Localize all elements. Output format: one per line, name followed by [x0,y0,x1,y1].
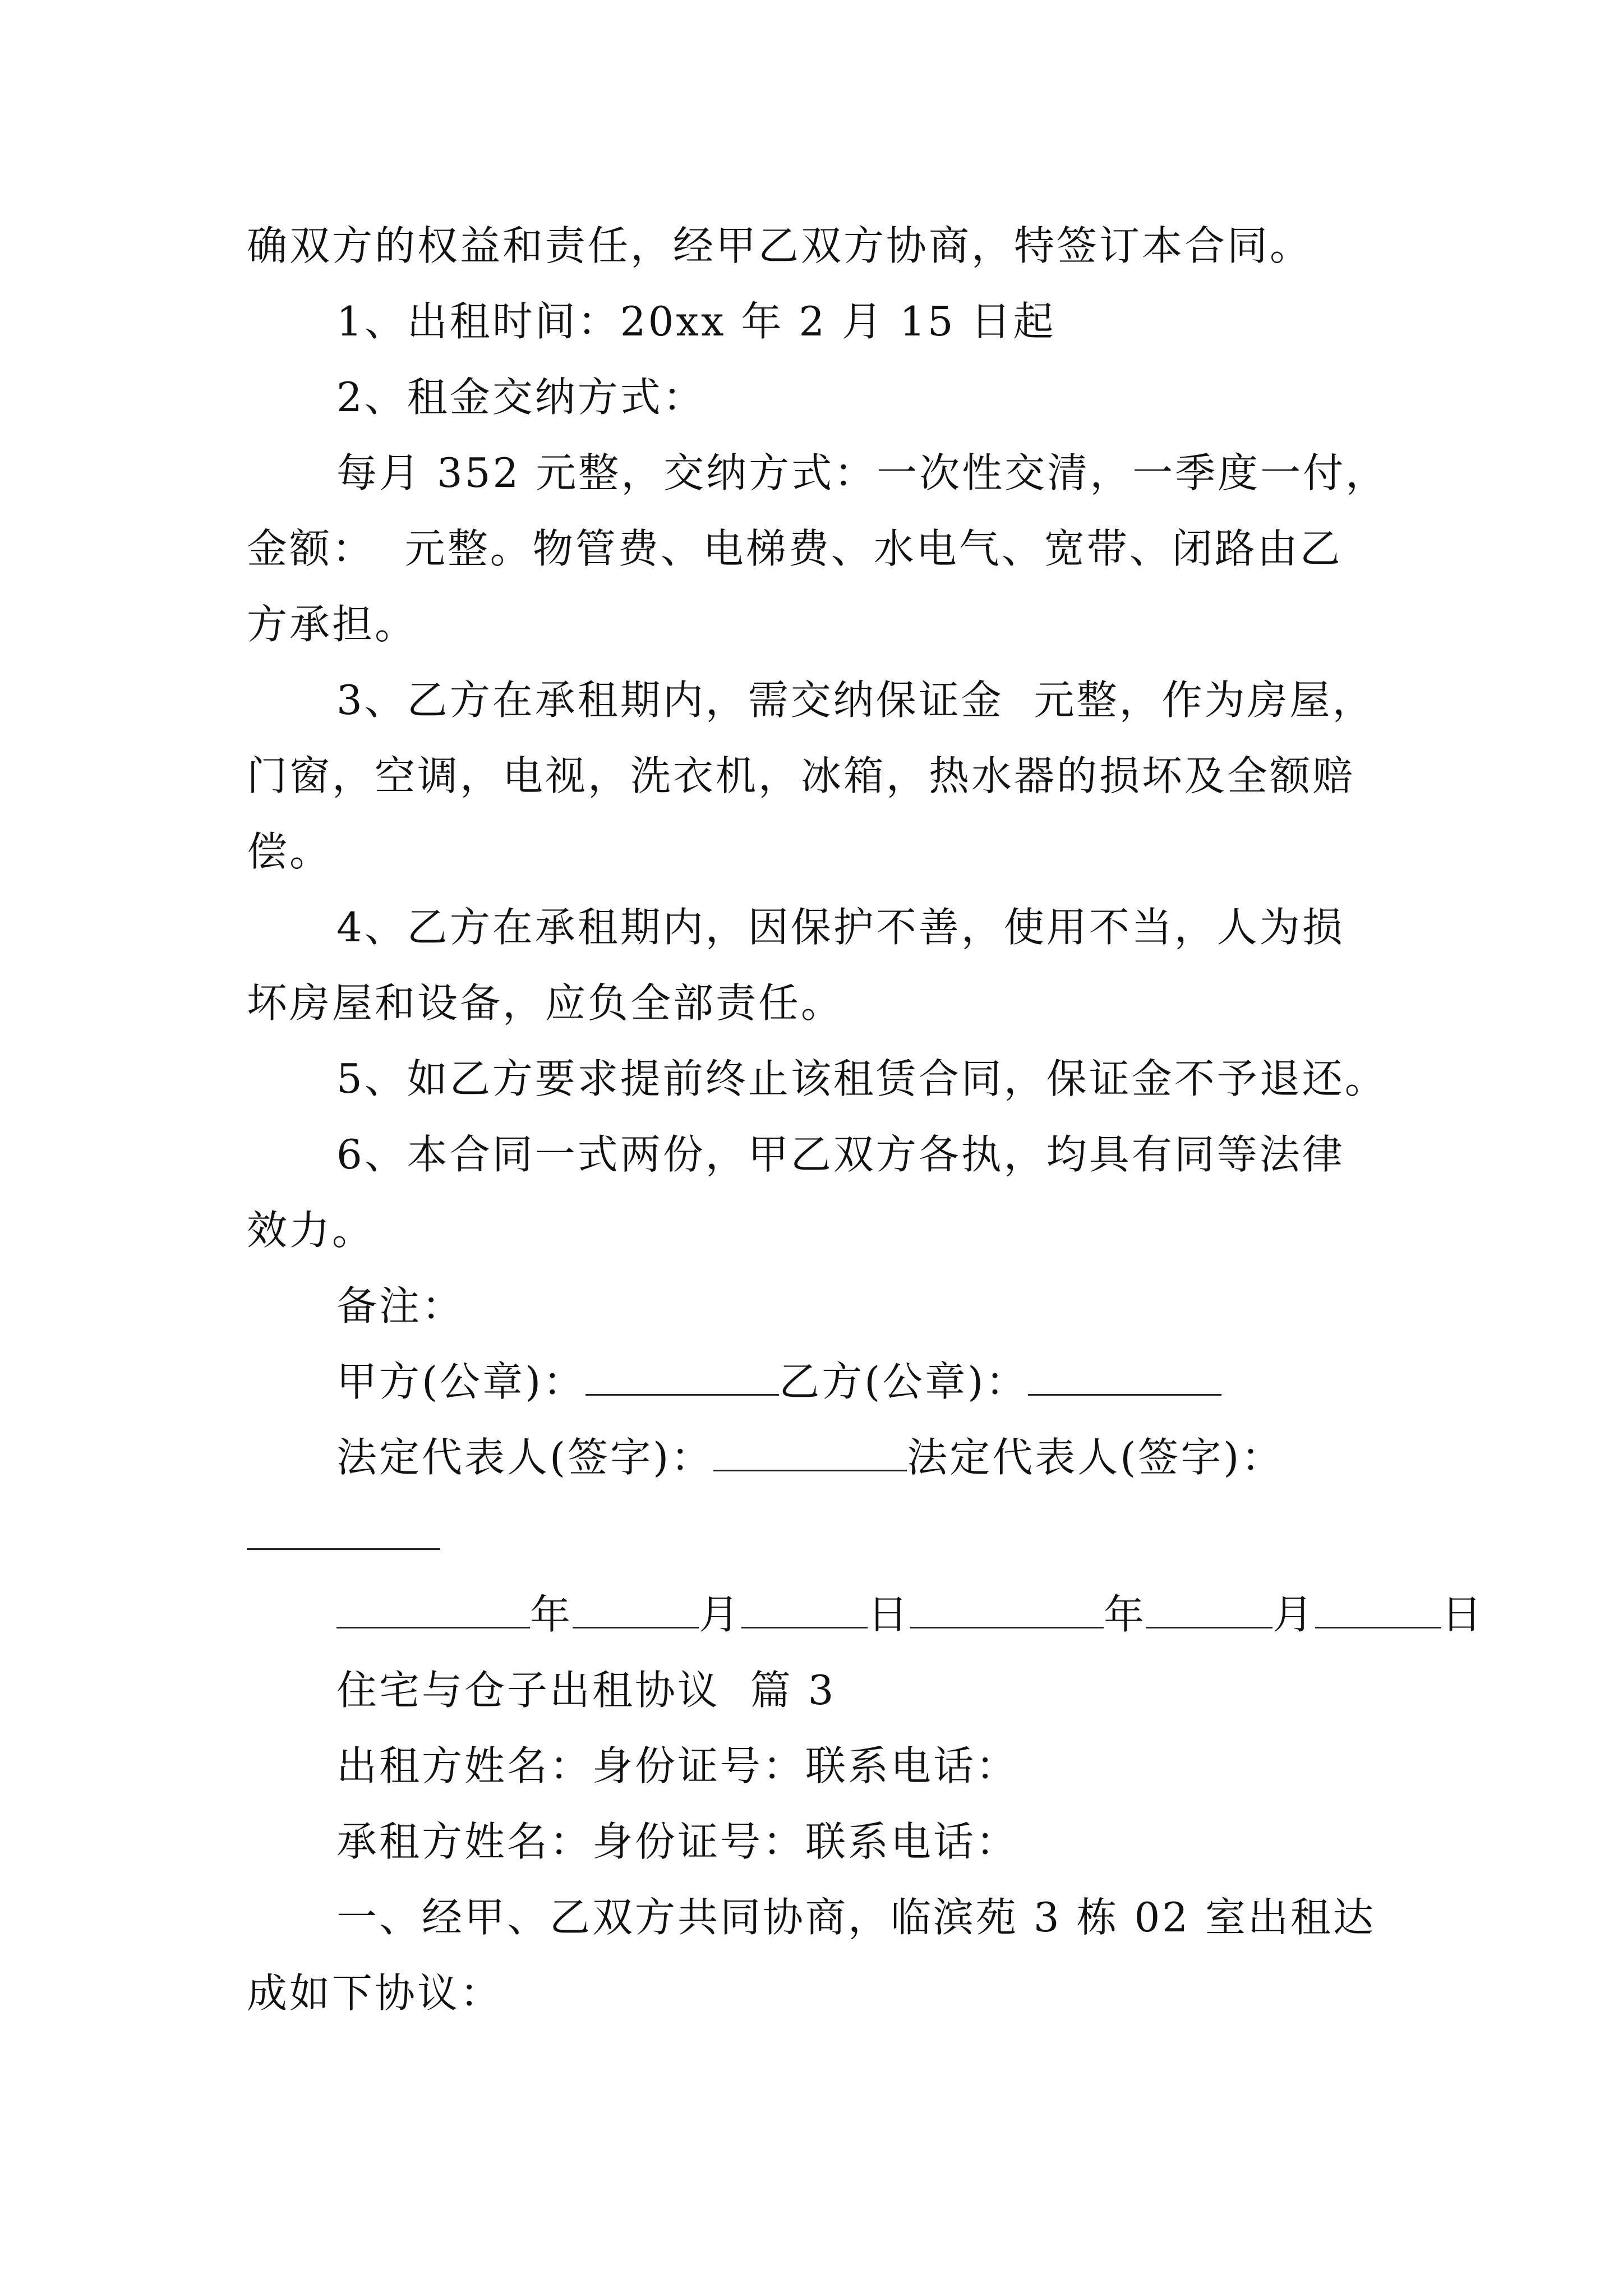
date-a-day-blank [741,1588,868,1628]
seal-line [336,1355,1221,1409]
agreement-line: 成如下协议： [247,1970,503,2017]
agreement-line: 一、经甲、乙双方共同协商，临滨苑 3 栋 02 室出租达 [336,1894,1376,1941]
date-a-day-label: 日 [868,1591,911,1638]
text-line: 效力。 [247,1207,375,1254]
lessor-info-line: 出租方姓名：身份证号：联系电话： [336,1742,1019,1789]
rep-a-label: 法定代表人(签字)： [336,1434,714,1481]
date-b-day-blank [1315,1588,1441,1628]
text-line: 6、本合同一式两份，甲乙双方各执，均具有同等法律 [336,1131,1345,1178]
party-a-seal-blank [585,1355,779,1396]
representative-line [336,1430,1284,1484]
text-line: 门窗，空调，电视，洗衣机，冰箱，热水器的损坏及全额赔 [247,752,1355,799]
text-line: 偿。 [247,828,333,875]
text-line: 2、租金交纳方式： [336,374,706,421]
text-line: 1、出租时间：20xx 年 2 月 15 日起 [336,298,1056,345]
date-a-month-label: 月 [699,1591,742,1638]
party-a-seal-label: 甲方(公章)： [336,1358,586,1405]
text-line: 4、乙方在承租期内，因保护不善，使用不当，人为损 [336,904,1345,951]
text-line: 金额： 元整。物管费、电梯费、水电气、宽带、闭路由乙 [247,525,1343,572]
rep-b-label: 法定代表人(签字)： [907,1434,1284,1481]
text-line: 5、如乙方要求提前终止该租赁合同，保证金不予退还。 [336,1055,1387,1102]
date-a-month-blank [573,1588,699,1628]
text-line: 3、乙方在承租期内，需交纳保证金 元整，作为房屋， [336,677,1375,724]
party-b-seal-label: 乙方(公章)： [779,1358,1029,1405]
lessee-info-line: 承租方姓名：身份证号：联系电话： [336,1818,1019,1865]
text-line: 备注： [336,1282,465,1329]
rep-a-blank [713,1430,907,1471]
text-line: 方承担。 [247,601,418,648]
date-b-month-label: 月 [1272,1591,1316,1638]
party-b-seal-blank [1028,1355,1221,1396]
date-b-year-blank [910,1588,1104,1628]
date-b-year-label: 年 [1104,1591,1147,1638]
text-line: 确双方的权益和责任，经甲乙双方协商，特签订本合同。 [247,222,1313,269]
rep-b-blank [247,1548,440,1550]
text-line: 坏房屋和设备，应负全部责任。 [247,979,844,1027]
date-line [336,1588,1484,1641]
text-line: 每月 352 元整，交纳方式：一次性交清，一季度一付， [336,449,1389,496]
date-a-year-label: 年 [530,1591,573,1638]
date-a-year-blank [336,1588,530,1628]
date-b-month-blank [1146,1588,1272,1628]
section-title: 住宅与仓子出租协议 篇 3 [336,1667,836,1714]
date-b-day-label: 日 [1441,1591,1484,1638]
